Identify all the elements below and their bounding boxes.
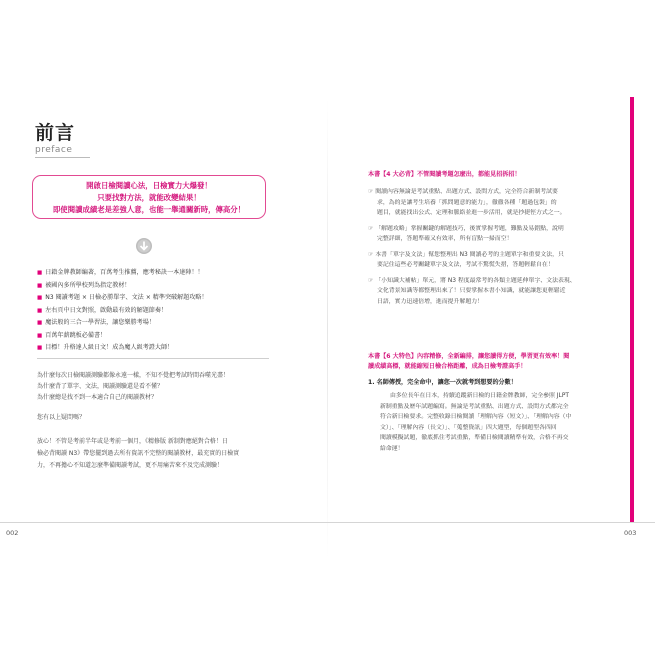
list-item xyxy=(37,305,277,318)
para-line: 符合新日檢要求。完整收錄日檢閱讀「理解內容（短文）」、「理解內容（中 xyxy=(380,414,572,420)
list-item-text: 日籍金牌教師編著，百萬考生推薦，應考秘訣一本達陣！！ xyxy=(45,269,204,276)
feature-list xyxy=(37,267,277,355)
body-paragraph xyxy=(37,436,269,472)
item-line: 「小知識大補帖」單元，將 N3 程度最常考的各類主題延伸單字、文法表現、 xyxy=(375,277,576,284)
question-block xyxy=(37,370,269,403)
list-item xyxy=(37,292,277,305)
list-item-text: N3 閱讀考題 × 日檢必勝單字、文法 × 精準突破解題攻略！ xyxy=(45,294,208,301)
para-line: 文）」、「理解內容（長文）」、「蒐整資訊」四大題型，每個題型各四回 xyxy=(380,424,557,431)
para-line: 由多位長年在日本，持續追蹤新日檢的日籍金牌教師，完全參照 JLPT xyxy=(390,393,569,399)
title-block xyxy=(35,122,75,155)
list-item xyxy=(37,317,277,330)
list-item xyxy=(37,267,277,280)
body-line: 放心！不管是考前半年或是考前一個月，《精修版 新制對應絕對合格！日 xyxy=(37,438,228,445)
list-item-text: 百萬年薪跳板必備書！ xyxy=(45,331,107,339)
page-gutter xyxy=(327,97,328,559)
section-divider xyxy=(37,358,269,359)
item-line: 本書「單字及文法」幫您整理出 N3 閱讀必考的主題單字和重要文法，只 xyxy=(375,251,564,258)
pointing-hand-icon: ☞ xyxy=(368,277,374,284)
question-line: 為什麼總是找不到一本適合自己的閱讀教材？ xyxy=(37,394,158,401)
callout-line: 即使閱讀成績老是差強人意，也能一舉通關新時，傳高分！ xyxy=(52,205,246,214)
para-line: 給命運！ xyxy=(380,445,404,452)
list-item xyxy=(368,250,630,271)
bullet-square-icon: ■ xyxy=(37,332,43,339)
footer-rule xyxy=(0,522,655,523)
section-six-features xyxy=(368,352,630,454)
down-arrow-icon xyxy=(136,238,152,254)
list-item xyxy=(368,276,630,308)
list-item xyxy=(368,224,630,245)
page-number-right: 003 xyxy=(624,529,637,537)
list-item xyxy=(37,280,277,293)
pointing-hand-icon: ☞ xyxy=(368,189,374,195)
bullet-square-icon: ■ xyxy=(37,295,43,301)
item-line: 完整詳細，答題準確又有效率，所有盲點一掃而空！ xyxy=(377,236,513,242)
top-margin xyxy=(0,0,655,97)
body-line: 力，不再擔心不知道怎麼準備閱讀考試，更不用痛苦來不及完成測驗！ xyxy=(37,462,224,469)
pointing-hand-icon: ☞ xyxy=(368,251,374,258)
item-line: 要記住這些必考關鍵單字及文法，考試不驚慌失措，答題輕鬆自在！ xyxy=(377,262,554,268)
bullet-square-icon: ■ xyxy=(37,345,43,351)
pointing-hand-icon: ☞ xyxy=(368,225,374,232)
item-line: 題目，就能找出公式、定理和脈絡並進一步活用，就是抄捷徑方式之一。 xyxy=(377,210,566,216)
question-line: 為什麼每次日檢閱讀測驗都像永遠一樣，不知不覺把考試時間吞噬光盡！ xyxy=(37,372,230,379)
callout-line: 只要找對方法，就能改變結果！ xyxy=(97,193,201,202)
para-line: 新制重點及歷年試題編寫。無論是考試重點、出題方式、設問方式都完全 xyxy=(380,403,569,410)
bullet-square-icon: ■ xyxy=(37,320,43,326)
list-item xyxy=(368,187,630,219)
page-title: 前言 xyxy=(35,122,76,144)
para-line: 閱讀模擬試題，徹底抓住考試重點，準備日檢閱讀精準有效，合格不再交 xyxy=(380,435,569,441)
callout-line: 開啟日檢閱讀心法，日檢實力大爆發！ xyxy=(86,181,212,190)
feature-subheading: 1. 名師傳授，完全命中，讓您一次就考到想要的分數！ xyxy=(368,379,517,386)
callout-box xyxy=(32,175,266,219)
item-line: 「解題攻略」掌握關鍵的解題技巧，後實掌握考題，難點及易錯點，說明 xyxy=(375,225,564,232)
page-edge-tab xyxy=(630,97,634,522)
bullet-square-icon: ■ xyxy=(37,307,43,314)
item-line: 文化背景知識等都整理出來了！只要掌握本書小知識，就能讓您更輕鬆近 xyxy=(377,288,566,294)
feature-paragraph xyxy=(368,391,630,454)
item-line: 日語，實力迅速倍增，進而提升解題力！ xyxy=(377,298,484,305)
title-underline xyxy=(35,157,90,158)
question-line: 為什麼背了單字、文法，閱讀測驗還是看不懂？ xyxy=(37,383,164,390)
bullet-square-icon: ■ xyxy=(37,270,43,276)
section-heading: 本書【4 大必背】不管閱讀考題怎麼出，都能見招拆招！ xyxy=(368,171,521,178)
list-item-text: 魔法般的三合一學習法，讓您樂勝考場！ xyxy=(45,319,155,326)
bullet-square-icon: ■ xyxy=(37,282,43,289)
list-item xyxy=(37,342,277,355)
question-tail: 您有以上疑問嗎？ xyxy=(37,414,86,421)
section-heading-cont: 讀成績高標，就能縮短日檢合格距離，成為日檢考證高手！ xyxy=(368,363,527,370)
page-number-left: 002 xyxy=(6,529,19,537)
list-item-text: 左右頁中日文對照，啟動最有效的解題節奏！ xyxy=(45,306,168,314)
section-four-essentials xyxy=(368,170,630,307)
page-subtitle: preface xyxy=(35,145,73,155)
body-line: 檢必背閱讀 N3》帶您擺到過去所有資訊不完整的閱讀教材，最充實的日檢實 xyxy=(37,450,240,457)
section-heading: 本書【6 大特色】內容精修，全新編排，讓您讀得方便，學習更有效率！閱 xyxy=(368,353,570,360)
item-line: 求，為的是讓考生培養「抓問題意的能力」，徹徹各種「題過包裝」的 xyxy=(377,199,557,206)
item-line: 閱讀內容無論是考試重點、出題方式、設問方式，完全符合新制考試要 xyxy=(375,189,558,195)
list-item-text: 目標！升格達人級日文！成為魔人級考證大師！ xyxy=(45,344,174,351)
list-item xyxy=(37,330,277,343)
list-item-text: 被國內多所學校列為指定教材！ xyxy=(45,281,131,289)
